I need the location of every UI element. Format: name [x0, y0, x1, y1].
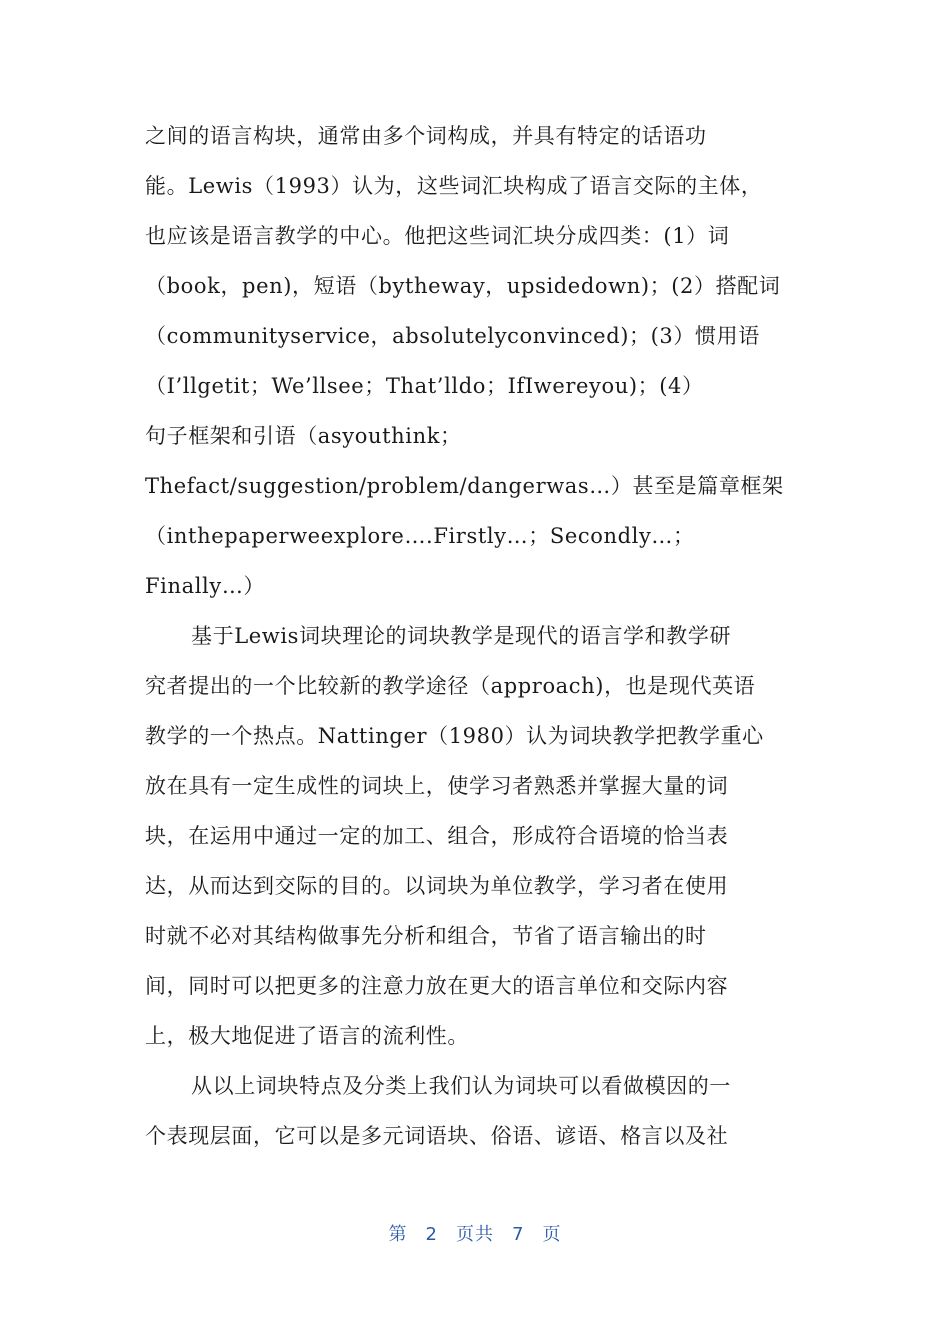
- text-line: （inthepaperweexplore….Firstly…；Secondly…；: [145, 524, 695, 548]
- footer-middle: 页共: [456, 1224, 494, 1245]
- text-line: （book，pen)，短语（bytheway，upsidedown)；(2）搭配词: [145, 274, 781, 298]
- footer-suffix: 页: [542, 1224, 562, 1245]
- text-line: 教学的一个热点。Nattinger（1980）认为词块教学把教学重心: [145, 724, 764, 748]
- text-line: 句子框架和引语（asyouthink；: [145, 424, 462, 448]
- paragraph-first-line: 从以上词块特点及分类上我们认为词块可以看做模因的一: [191, 1074, 731, 1098]
- page-footer: [0, 1220, 950, 1246]
- text-line: 之间的语言构块，通常由多个词构成，并具有特定的话语功: [145, 124, 707, 148]
- text-line: （communityservice，absolutelyconvinced)；(3）惯用语: [145, 324, 760, 348]
- text-line: 能。Lewis（1993）认为，这些词汇块构成了语言交际的主体，: [145, 174, 763, 198]
- text-line: 时就不必对其结构做事先分析和组合，节省了语言输出的时: [145, 924, 707, 948]
- current-page-number: 2: [425, 1224, 438, 1245]
- text-line: （I’llgetit；We’llsee；That’lldo；IfIwereyou)；(4）: [145, 374, 704, 398]
- text-line: 达，从而达到交际的目的。以词块为单位教学，学习者在使用: [145, 874, 729, 898]
- total-pages-number: 7: [512, 1224, 525, 1245]
- text-line: 也应该是语言教学的中心。他把这些词汇块分成四类：(1）词: [145, 224, 730, 248]
- text-line: Finally…）: [145, 574, 266, 598]
- text-line: 间，同时可以把更多的注意力放在更大的语言单位和交际内容: [145, 974, 729, 998]
- text-line: Thefact/suggestion/problem/dangerwas…）甚至是篇章框架: [145, 474, 784, 498]
- document-body: [145, 111, 810, 1161]
- footer-prefix: 第: [388, 1224, 408, 1245]
- text-line: 放在具有一定生成性的词块上，使学习者熟悉并掌握大量的词: [145, 774, 729, 798]
- text-line: 个表现层面，它可以是多元词语块、俗语、谚语、格言以及社: [145, 1124, 729, 1148]
- text-line: 块，在运用中通过一定的加工、组合，形成符合语境的恰当表: [145, 824, 729, 848]
- text-line: 上，极大地促进了语言的流利性。: [145, 1024, 469, 1048]
- paragraph-first-line: 基于Lewis词块理论的词块教学是现代的语言学和教学研: [191, 624, 732, 648]
- text-line: 究者提出的一个比较新的教学途径（approach)，也是现代英语: [145, 674, 756, 698]
